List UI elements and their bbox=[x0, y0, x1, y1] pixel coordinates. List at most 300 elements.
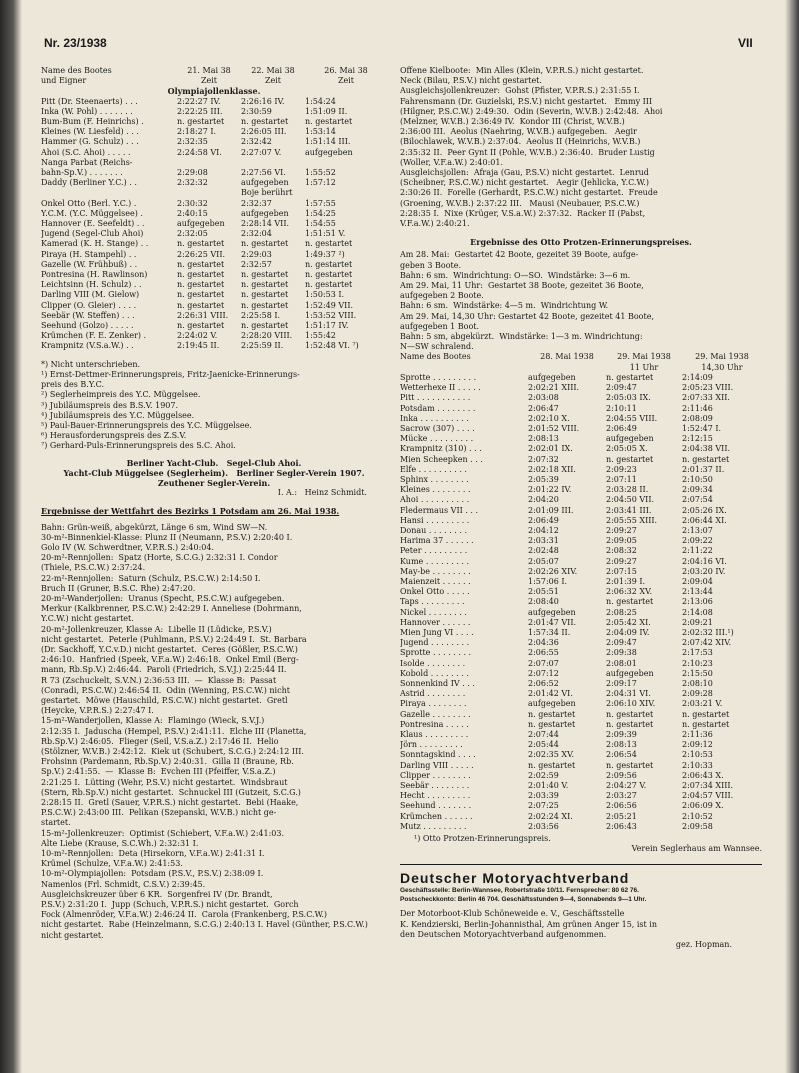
table-row bbox=[400, 812, 762, 822]
text-line: Fock (Almenröder, V.F.a.W.) 2:46:24 II. Carola (Frankenberg, P.S.C.W.) bbox=[41, 910, 328, 920]
table-row bbox=[41, 270, 387, 280]
table-row bbox=[41, 178, 387, 188]
cell-name: Pontresina (H. Rawlinson) bbox=[41, 270, 148, 280]
cell-time: 2:10:33 bbox=[682, 760, 713, 770]
cell-time: 2:11:36 bbox=[682, 730, 713, 739]
cell-time: 2:07:07 bbox=[528, 658, 559, 668]
text-line: (Hilgner, P.S.C.W.) 2:49:30. Odin (Severin, W.V.B.) 2:42:48. Ahoi bbox=[400, 106, 663, 116]
footnote-line: *) Nicht unterschrieben. bbox=[41, 359, 141, 369]
cell-time: 2:04:20 bbox=[528, 495, 559, 505]
text-line: (Melzner, W.V.B.) 2:36:49 IV. Kondor III (Christ, W.V.B.) bbox=[400, 117, 625, 127]
cell-time: 2:32:37 bbox=[241, 198, 272, 208]
text-line: nicht gestartet. Rabe (Heinzelmann, S.C.G.) 2:40:13 I. Havel (Günther, P.S.C.W.) bbox=[41, 920, 368, 930]
cell-time: 2:02:01 IX. bbox=[528, 444, 573, 454]
cell-name: Donau . . . . . . . . bbox=[400, 525, 467, 535]
cell-time: 2:07:25 bbox=[528, 801, 559, 811]
text-line: (Bilochlawek, W.V.B.) 2:37:04. Aeolus II (Heinrichs, W.V.B.) bbox=[400, 137, 641, 147]
cell-time: 1:57:34 II. bbox=[528, 627, 571, 637]
cell-time: 2:02:26 XIV. bbox=[528, 566, 578, 576]
text-line: (Stölzner, W.V.B.) 2:42:12. Kiek ut (Schubert, S.C.G.) 2:24:12 III. bbox=[41, 747, 304, 756]
cell-time: n. gestartet bbox=[241, 290, 289, 300]
cell-time: aufgegeben bbox=[528, 607, 576, 617]
text-line: 10-m²-Rennjollen: Deta (Hirsekorn, V.F.a.W.) 2:41:31 I. bbox=[41, 849, 265, 859]
cell-time: n. gestartet bbox=[606, 709, 654, 719]
table-row bbox=[400, 373, 762, 383]
cell-time: aufgegeben bbox=[528, 699, 576, 709]
footnote-line: ³) Jubiläumspreis des B.S.V. 1907. bbox=[41, 400, 178, 410]
text-line: nicht gestartet. Peterle (Puhlmann, P.S.V.) 2:24:49 I. St. Barbara bbox=[41, 634, 307, 644]
cell-time: 2:14:08 bbox=[682, 607, 713, 617]
cell-name: Mücke . . . . . . . . . bbox=[400, 434, 474, 444]
cell-time: 2:10:23 bbox=[682, 658, 713, 668]
protzen-footnote: ¹) Otto Protzen-Erinnerungspreis. bbox=[414, 834, 551, 844]
text-line: nicht gestartet. bbox=[41, 930, 104, 940]
cell-time: 2:08:40 bbox=[528, 597, 559, 607]
cell-time: n. gestartet bbox=[177, 270, 225, 280]
cell-time: 2:09:28 bbox=[682, 689, 713, 699]
table-row bbox=[41, 188, 387, 198]
text-line: 2:28:15 II. Gretl (Sauer, V.P.R.S.) nicht gestartet. Bebi (Haake, bbox=[41, 798, 299, 808]
cell-time: n. gestartet bbox=[241, 321, 289, 331]
cell-time: 2:07:54 bbox=[682, 495, 713, 505]
cell-name: Taps . . . . . . . . . bbox=[400, 597, 465, 607]
cell-name: Harima 37 . . . . . . bbox=[400, 536, 474, 546]
header-row bbox=[400, 363, 762, 373]
table-row bbox=[400, 577, 762, 587]
cell-time: 2:26:25 VII. bbox=[177, 249, 226, 259]
cell-time bbox=[528, 363, 606, 373]
table-row bbox=[400, 383, 762, 393]
text-line: 20-m²-Jollenkreuzer, Klasse A: Libelle II (Lüdicke, P.S.V.) bbox=[41, 624, 272, 634]
cell-name: Ahoi (S.C. Ahoi) . . . . . bbox=[41, 147, 131, 157]
text-line: 15-m²-Wanderjollen, Klasse A: Flamingo (Wieck, S.V.J.) bbox=[41, 716, 265, 726]
cell-name: Pitt . . . . . . . . . . . bbox=[400, 393, 471, 403]
text-line: 20-m²-Rennjollen: Spatz (Horte, S.C.G.) 2:32:31 I. Condor bbox=[41, 553, 278, 563]
cell-name: Nickel . . . . . . . . bbox=[400, 607, 467, 617]
cell-time: 2:06:52 bbox=[528, 678, 559, 688]
cell-time: n. gestartet bbox=[528, 719, 576, 729]
cell-time: 2:05:26 IX. bbox=[682, 505, 727, 515]
cell-time: 1:54:25 bbox=[305, 208, 336, 218]
text-line: geben 3 Boote. bbox=[400, 260, 462, 270]
cell-time: 2:09:17 bbox=[606, 678, 637, 688]
cell-time: aufgegeben bbox=[177, 219, 225, 229]
cell-time: 2:32:35 bbox=[177, 137, 208, 147]
text-line: mann, Rb.Sp.V.) 2:46:44. Paroli (Friedrich, S.V.J.) 2:25:44 II. bbox=[41, 665, 287, 675]
footnote-line: ⁷) Gerhard-Puls-Erinnerungspreis des S.C. Ahoi. bbox=[41, 441, 236, 451]
cell-time: n. gestartet bbox=[606, 760, 654, 770]
cell-time: aufgegeben bbox=[241, 208, 289, 218]
cell-name: Clipper . . . . . . . . bbox=[400, 770, 471, 780]
cell-time: 1:52:48 VI. ⁷) bbox=[305, 341, 359, 351]
cell-name: Nanga Parbat (Reichs- bbox=[41, 157, 133, 167]
footnote-line: ⁵) Paul-Bauer-Erinnerungspreis des Y.C. Müggelsee. bbox=[41, 420, 252, 430]
cell-name: Hecht . . . . . . . . . bbox=[400, 791, 471, 801]
table-row bbox=[400, 597, 762, 607]
table-row bbox=[41, 148, 387, 158]
cell-time: n. gestartet bbox=[177, 259, 225, 269]
cell-name: Gazelle . . . . . . . . bbox=[400, 709, 471, 719]
text-line: Bahn: Grün-weiß, abgekürzt, Länge 6 sm, Wind SW—N. bbox=[41, 522, 268, 532]
cell-time: 2:27:07 V. bbox=[241, 147, 282, 157]
cell-time: 2:03:41 III. bbox=[606, 505, 652, 515]
cell-time: 2:10:50 bbox=[682, 474, 713, 484]
cell-name: Kleines (W. Liesfeld) . . . bbox=[41, 127, 139, 137]
cell-time: 2:13:07 bbox=[682, 525, 713, 535]
cell-time: Boje berührt bbox=[241, 188, 293, 198]
table-row bbox=[41, 260, 387, 270]
cell-name: Onkel Otto (Berl. Y.C.) . bbox=[41, 198, 137, 208]
cell-time: 2:04:36 bbox=[528, 638, 559, 648]
table-row bbox=[41, 117, 387, 127]
cell-time: n. gestartet bbox=[606, 719, 654, 729]
cell-time: 2:03:27 bbox=[606, 791, 637, 801]
kielboote-results bbox=[400, 66, 762, 229]
table-row bbox=[41, 209, 387, 219]
text-line: 20-m²-Wanderjollen: Uranus (Specht, P.S.C.W.) aufgegeben. bbox=[41, 593, 285, 603]
cell-name: Astrid . . . . . . . . bbox=[400, 689, 466, 699]
cell-name: Mien Scheepken . . . bbox=[400, 454, 483, 464]
cell-time: 2:25:59 II. bbox=[241, 341, 284, 351]
cell-time: n. gestartet bbox=[305, 270, 353, 280]
text-line: 2:46:10. Hanfried (Speek, V.F.a.W.) 2:46:18. Onkel Emil (Berg- bbox=[41, 655, 299, 665]
text-line: Golo IV (W. Schwerdtner, V.P.R.S.) 2:40:04. bbox=[41, 542, 214, 552]
cell-time: 2:04:57 VIII. bbox=[682, 791, 734, 801]
cell-time: 2:05:03 IX. bbox=[606, 393, 651, 403]
cell-time: n. gestartet bbox=[682, 454, 730, 464]
cell-name: Kleines . . . . . . . . bbox=[400, 485, 471, 495]
protzen-conditions bbox=[400, 250, 762, 352]
table-row bbox=[41, 219, 387, 229]
cell-time: 2:08:25 bbox=[606, 607, 637, 617]
verein-signature: Verein Seglerhaus am Wannsee. bbox=[631, 844, 762, 854]
cell-time: 2:13:44 bbox=[682, 587, 713, 597]
cell-time: 2:08:09 bbox=[682, 413, 713, 423]
text-line: aufgegeben 2 Boote. bbox=[400, 291, 484, 301]
cell-name bbox=[41, 188, 177, 198]
cell-time: 2:11:46 bbox=[682, 403, 713, 413]
cell-time: 2:06:43 bbox=[606, 821, 637, 831]
cell-name: Seebär (W. Steffen) . . . bbox=[41, 310, 135, 320]
cell-name: Piraya (H. Stampehl) . . bbox=[41, 249, 137, 259]
cell-name: Inka (W. Pohl) . . . . . . . bbox=[41, 106, 133, 116]
table-row bbox=[400, 526, 762, 536]
cell-name: Jugend (Segel-Club Ahoi) bbox=[41, 229, 144, 239]
cell-time: 2:32:32 bbox=[177, 178, 208, 188]
table-row bbox=[400, 546, 762, 556]
table-row bbox=[400, 455, 762, 465]
table-row bbox=[41, 229, 387, 239]
text-line: Offene Kielboote: Min Alles (Klein, V.P.R.S.) nicht gestartet. bbox=[400, 66, 644, 75]
text-line: Bahn: 5 sm, abgekürzt. Windstärke: 1—3 m. Windrichtung: bbox=[400, 332, 643, 342]
cell-name: Jugend . . . . . . . . bbox=[400, 638, 470, 648]
cell-time: 2:30:32 bbox=[177, 198, 208, 208]
text-line: (Woller, V.F.a.W.) 2:40:01. bbox=[400, 157, 503, 167]
table-row bbox=[400, 608, 762, 618]
cell-time: 2:05:44 bbox=[528, 740, 559, 750]
club-line: Yacht-Club Müggelsee (Seglerheim). Berliner Segler-Verein 1907. bbox=[63, 467, 365, 478]
text-line: (Conradi, P.S.C.W.) 2:46:54 II. Odin (Wenning, P.S.C.W.) nicht bbox=[41, 685, 290, 695]
cell-time: 2:13:06 bbox=[682, 597, 713, 607]
club-list bbox=[41, 458, 387, 489]
table-row bbox=[41, 127, 387, 137]
cell-time: 2:01:09 III. bbox=[528, 505, 574, 515]
cell-time: 1:52:47 I. bbox=[682, 423, 722, 433]
table-header bbox=[400, 352, 762, 372]
table-row bbox=[400, 465, 762, 475]
table-row bbox=[400, 495, 762, 505]
cell-name: Name des Bootes bbox=[41, 66, 112, 75]
table-row bbox=[400, 587, 762, 597]
cell-name: Jörn . . . . . . . . . bbox=[400, 740, 463, 750]
cell-name: May-be . . . . . . . . bbox=[400, 566, 471, 576]
cell-time: 2:02:32 III.¹) bbox=[682, 627, 734, 637]
text-line: Alte Liebe (Krause, S.C.Wh.) 2:32:31 I. bbox=[41, 838, 199, 848]
cell-name: Sacrow (307) . . . . bbox=[400, 423, 475, 433]
table-row bbox=[400, 567, 762, 577]
text-line: R 73 (Zschuckelt, S.V.N.) 2:36:53 III. — Klasse B: Passat bbox=[41, 675, 277, 685]
cell-time: n. gestartet bbox=[305, 117, 353, 127]
cell-time: 2:09:22 bbox=[682, 536, 713, 546]
cell-name: Mien Jung VI . . . . bbox=[400, 627, 474, 637]
table-row bbox=[400, 618, 762, 628]
cell-time: 1:54:55 bbox=[305, 219, 336, 229]
cell-time: 2:06:49 bbox=[606, 423, 637, 433]
cell-name: Inka . . . . . . . . . . bbox=[400, 413, 469, 423]
cell-time: n. gestartet bbox=[177, 321, 225, 331]
cell-time: 2:26:16 IV. bbox=[241, 96, 285, 106]
cell-time: 1:50:53 I. bbox=[305, 290, 345, 300]
text-line: 2:21:25 I. Lütting (Wehr, P.S.V.) nicht gestartet. Windsbraut bbox=[41, 777, 288, 787]
text-line: 2:30:26 II. Forelle (Gerhardt, P.S.C.W.) nicht gestartet. Freude bbox=[400, 188, 658, 198]
table-row bbox=[400, 516, 762, 526]
cell-time: 2:01:40 V. bbox=[528, 781, 569, 791]
page-number: VII bbox=[738, 36, 753, 50]
cell-time: n. gestartet bbox=[177, 280, 225, 290]
cell-time: 2:03:56 bbox=[528, 821, 559, 831]
cell-name: Krümchen (F. E. Zenker) . bbox=[41, 331, 147, 341]
signature: I. A.: Heinz Schmidt. bbox=[277, 488, 367, 498]
cell-name: Hannover (E. Seefeldt) . . bbox=[41, 219, 145, 229]
cell-time: 2:02:21 XIII. bbox=[528, 383, 580, 393]
cell-time: 2:02:59 bbox=[528, 770, 559, 780]
cell-time: 2:04:09 IV. bbox=[606, 627, 650, 637]
cell-time: n. gestartet bbox=[682, 709, 730, 719]
footnote-line: preis des B.Y.C. bbox=[41, 380, 104, 390]
table-row bbox=[400, 710, 762, 720]
cell-time: 2:06:43 X. bbox=[682, 770, 724, 780]
table-row bbox=[41, 239, 387, 249]
cell-time: 2:01:22 IV. bbox=[528, 485, 572, 495]
cell-time: 2:01:47 VII. bbox=[528, 617, 577, 627]
text-line: 2:28:35 I. Nixe (Krüger, V.S.a.W.) 2:37:32. Racker II (Pabst, bbox=[400, 208, 646, 218]
cell-name: Isolde . . . . . . . . bbox=[400, 658, 466, 668]
cell-name: Hannover . . . . . . bbox=[400, 617, 471, 627]
cell-time: 2:07:15 bbox=[606, 566, 637, 576]
text-line: (Dr. Sackhoff, Y.C.v.D.) nicht gestartet. Ceres (Gößler, P.S.C.W.) bbox=[41, 644, 298, 654]
section-divider bbox=[400, 864, 762, 865]
table-row bbox=[400, 485, 762, 495]
cell-time: 2:15:50 bbox=[682, 668, 713, 678]
cell-time: 2:03:08 bbox=[528, 393, 559, 403]
cell-time: 2:28:20 VIII. bbox=[241, 331, 293, 341]
cell-time: 29. Mai 1938 bbox=[617, 352, 671, 362]
cell-time: 1:54:24 bbox=[305, 96, 336, 106]
cell-name: Kume . . . . . . . . . bbox=[400, 556, 470, 566]
text-line: aufgegeben 1 Boot. bbox=[400, 321, 480, 331]
cell-time: aufgegeben bbox=[241, 178, 289, 188]
cell-time: 2:08:13 bbox=[528, 434, 559, 444]
cell-time: 2:06:54 bbox=[606, 750, 637, 760]
cell-time: Zeit bbox=[200, 76, 218, 86]
cell-name: Wetterhexe II . . . . . bbox=[400, 383, 481, 393]
cell-time: 2:04:50 VII. bbox=[606, 495, 655, 505]
cell-time: 11 Uhr bbox=[629, 362, 659, 372]
cell-time: 2:32:57 bbox=[241, 259, 272, 269]
cell-time: 2:02:18 XII. bbox=[528, 464, 576, 474]
text-line: Fahrensmann (Dr. Guzielski, P.S.V.) nicht gestartet. Emmy III bbox=[400, 96, 653, 106]
footnote-line: ¹) Ernst-Dettmer-Erinnerungspreis, Fritz-Jaenicke-Erinnerungs- bbox=[41, 369, 300, 379]
text-line: Namenlos (Frl. Schmidt, C.S.V.) 2:39:45. bbox=[41, 879, 206, 889]
text-line: den Deutschen Motoryachtverband aufgenommen. bbox=[400, 929, 607, 939]
cell-time: 2:18:27 I. bbox=[177, 127, 217, 137]
cell-time: 2:06:44 XI. bbox=[682, 515, 727, 525]
cell-time: 2:06:09 X. bbox=[682, 801, 724, 811]
cell-name: Krümchen . . . . . . bbox=[400, 811, 473, 821]
cell-time: 22. Mai 38 bbox=[251, 66, 295, 75]
cell-name: Gazelle (W. Frühbuß) . . bbox=[41, 259, 138, 269]
cell-time: n. gestartet bbox=[528, 709, 576, 719]
cell-time: 2:06:32 XV. bbox=[606, 587, 652, 597]
cell-time: 2:05:23 VIII. bbox=[682, 383, 734, 393]
table-row bbox=[400, 750, 762, 760]
cell-time: 2:28:14 VII. bbox=[241, 219, 290, 229]
cell-time: 2:04:55 VIII. bbox=[606, 413, 658, 423]
table-row bbox=[41, 250, 387, 260]
cell-time: 2:09:47 bbox=[606, 383, 637, 393]
cell-name: Sprotte . . . . . . . . bbox=[400, 648, 472, 658]
table-row bbox=[400, 414, 762, 424]
cell-time: 2:22:27 IV. bbox=[177, 96, 221, 106]
cell-time: 2:30:59 bbox=[241, 106, 272, 116]
cell-time bbox=[241, 158, 305, 168]
cell-time: 2:17:53 bbox=[682, 648, 713, 658]
table-row bbox=[41, 341, 387, 351]
wettfahrt-title: Ergebnisse der Wettfahrt des Bezirks 1 Potsdam am 26. Mai 1938. bbox=[41, 506, 340, 517]
cell-time: n. gestartet bbox=[305, 239, 353, 249]
cell-time: n. gestartet bbox=[305, 259, 353, 269]
cell-time: 2:09:05 bbox=[606, 536, 637, 546]
cell-name: Leichtsinn (H. Schulz) . . bbox=[41, 280, 142, 290]
olympiajollen-table bbox=[41, 66, 387, 86]
table-row bbox=[41, 199, 387, 209]
cell-name: Pontresina . . . . . bbox=[400, 719, 469, 729]
cell-name: Fledermaus VII . . . bbox=[400, 505, 479, 515]
table-row bbox=[41, 97, 387, 107]
cell-time: 2:09:23 bbox=[606, 464, 637, 474]
text-line: Ausgleichsjollenkreuzer: Gohst (Pfister, V.P.R.S.) 2:31:55 I. bbox=[400, 86, 640, 96]
cell-time: 2:03:39 bbox=[528, 791, 559, 801]
cell-name: Elfe . . . . . . . . . . bbox=[400, 464, 467, 474]
cell-time: 2:08:10 bbox=[682, 678, 713, 688]
cell-name: Krampnitz (V.S.a.W.) . . bbox=[41, 341, 134, 351]
text-line: Bahn: 6 sm. Windstärke: 4—5 m. Windrichtung W. bbox=[400, 301, 609, 311]
table-row bbox=[400, 679, 762, 689]
table-row bbox=[400, 536, 762, 546]
cell-time bbox=[177, 188, 241, 198]
footnote-line: ²) Seglerheimpreis des Y.C. Müggelsee. bbox=[41, 390, 201, 400]
class-title: Olympiajollenklasse. bbox=[167, 86, 261, 97]
cell-time: 1:51:51 V. bbox=[305, 229, 346, 239]
cell-time: 2:09:56 bbox=[606, 770, 637, 780]
cell-time: 1:55:52 bbox=[305, 168, 336, 178]
cell-name: Name des Bootes bbox=[400, 352, 471, 362]
cell-time bbox=[305, 158, 387, 168]
footnote-line: ⁴) Jubiläumspreis des Y.C. Müggelsee. bbox=[41, 410, 195, 420]
cell-time: 2:01:37 II. bbox=[682, 464, 725, 474]
cell-time: 2:09:58 bbox=[682, 821, 713, 831]
cell-time: 2:01:39 I. bbox=[606, 576, 646, 586]
cell-time: 2:14:09 bbox=[682, 372, 713, 382]
cell-time: 1:51:17 IV. bbox=[305, 321, 349, 331]
table-row bbox=[400, 648, 762, 658]
right-column bbox=[400, 66, 762, 950]
cell-time: n. gestartet bbox=[305, 280, 353, 290]
cell-time: 2:01:52 VIII. bbox=[528, 423, 580, 433]
text-line: P.S.V.) 2:31:20 I. Jupp (Schuch, V.P.R.S.) nicht gestartet. Gorch bbox=[41, 900, 299, 910]
cell-time: n. gestartet bbox=[241, 239, 289, 249]
table-row bbox=[41, 321, 387, 331]
cell-time: 2:09:38 bbox=[606, 648, 637, 658]
cell-time: 2:06:55 bbox=[528, 648, 559, 658]
dmv-announcement bbox=[400, 909, 762, 940]
cell-name: Krampnitz (310) . . . bbox=[400, 444, 482, 454]
table-row bbox=[400, 628, 762, 638]
cell-time: 26. Mai 38 bbox=[324, 66, 368, 75]
text-line: Ausgleichsjollen: Afraja (Gau, P.S.V.) nicht gestartet. Lenrud bbox=[400, 168, 649, 178]
dmv-title: Deutscher Motoryachtverband bbox=[400, 870, 630, 887]
table-row bbox=[41, 331, 387, 341]
cell-time: n. gestartet bbox=[241, 270, 289, 280]
cell-time: n. gestartet bbox=[177, 117, 225, 127]
cell-time: 2:27:56 VI. bbox=[241, 168, 286, 178]
cell-name: Sonntagskind . . . . bbox=[400, 750, 476, 760]
protzen-title: Ergebnisse des Otto Protzen-Erinnerungspreises. bbox=[470, 237, 692, 248]
text-line: Y.C.W.) nicht gestartet. bbox=[41, 614, 134, 624]
cell-time: 2:07:12 bbox=[528, 668, 559, 678]
cell-time: 1:52:49 VII. bbox=[305, 300, 354, 310]
table-row bbox=[400, 720, 762, 730]
cell-time: 1:51:14 III. bbox=[305, 137, 351, 147]
header-row bbox=[400, 352, 762, 362]
footnote-line: ⁶) Herausforderungspreis des Z.S.V. bbox=[41, 431, 187, 441]
cell-time: 2:06:47 bbox=[528, 403, 559, 413]
table-row bbox=[41, 280, 387, 290]
cell-time: 2:05:21 bbox=[606, 811, 637, 821]
table-row bbox=[400, 791, 762, 801]
contact-line: Postscheckkonto: Berlin 46 704. Geschäftsstunden 9—4, Sonnabends 9—1 Uhr. bbox=[400, 895, 647, 903]
cell-time: 2:06:56 bbox=[606, 801, 637, 811]
cell-time: 2:08:01 bbox=[606, 658, 637, 668]
table-row bbox=[400, 730, 762, 740]
cell-time: aufgegeben bbox=[606, 434, 654, 444]
text-line: Am 28. Mai: Gestartet 42 Boote, gezeitet 39 Boote, aufge- bbox=[400, 250, 639, 260]
table-row bbox=[400, 669, 762, 679]
cell-name bbox=[400, 363, 528, 373]
cell-time: 1:51:09 II. bbox=[305, 106, 348, 116]
cell-time: n. gestartet bbox=[241, 117, 289, 127]
cell-time: 2:22:25 III. bbox=[177, 106, 223, 116]
